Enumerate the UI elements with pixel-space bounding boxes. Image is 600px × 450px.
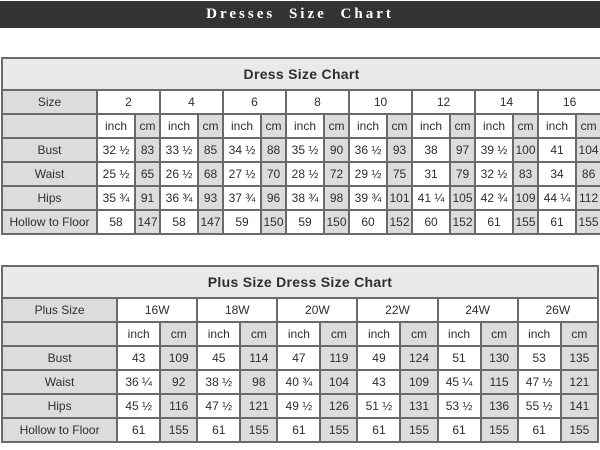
value-cm-cell: 104 <box>576 138 600 162</box>
unit-cm-cell: cm <box>320 322 357 346</box>
dress-size-chart-table <box>1 57 600 235</box>
value-inch-cell: 26 ½ <box>160 162 198 186</box>
value-inch-cell: 42 ¾ <box>475 186 513 210</box>
value-cm-cell: 88 <box>261 138 286 162</box>
unit-cm-cell: cm <box>160 322 197 346</box>
unit-inch-cell: inch <box>277 322 320 346</box>
unit-cm-cell: cm <box>400 322 437 346</box>
value-cm-cell: 101 <box>387 186 412 210</box>
value-cm-cell: 96 <box>261 186 286 210</box>
size-value-cell: 10 <box>349 90 412 114</box>
measurement-row <box>2 138 600 162</box>
value-inch-cell: 25 ½ <box>97 162 135 186</box>
unit-inch-cell: inch <box>286 114 324 138</box>
value-inch-cell: 53 <box>518 346 561 370</box>
plus-size-dress-size-chart-table <box>1 265 599 443</box>
value-inch-cell: 36 ¾ <box>160 186 198 210</box>
value-inch-cell: 31 <box>412 162 450 186</box>
value-inch-cell: 43 <box>357 370 400 394</box>
unit-cm-cell: cm <box>240 322 277 346</box>
value-inch-cell: 59 <box>286 210 324 234</box>
value-cm-cell: 141 <box>561 394 598 418</box>
value-inch-cell: 58 <box>97 210 135 234</box>
value-cm-cell: 100 <box>513 138 538 162</box>
value-cm-cell: 79 <box>450 162 475 186</box>
value-cm-cell: 97 <box>450 138 475 162</box>
value-inch-cell: 51 ½ <box>357 394 400 418</box>
value-cm-cell: 85 <box>198 138 223 162</box>
value-inch-cell: 49 <box>357 346 400 370</box>
value-cm-cell: 90 <box>324 138 349 162</box>
value-inch-cell: 35 ½ <box>286 138 324 162</box>
value-inch-cell: 38 <box>412 138 450 162</box>
row-label-cell: Bust <box>2 138 97 162</box>
value-cm-cell: 150 <box>261 210 286 234</box>
value-cm-cell: 104 <box>320 370 357 394</box>
value-cm-cell: 92 <box>160 370 197 394</box>
units-corner-cell <box>2 114 97 138</box>
table-title-row <box>2 58 600 90</box>
unit-cm-cell: cm <box>261 114 286 138</box>
value-inch-cell: 61 <box>438 418 481 442</box>
size-value-cell: 2 <box>97 90 160 114</box>
value-inch-cell: 61 <box>197 418 240 442</box>
value-cm-cell: 155 <box>240 418 277 442</box>
value-cm-cell: 114 <box>240 346 277 370</box>
value-inch-cell: 61 <box>518 418 561 442</box>
size-label-cell: Plus Size <box>2 298 117 322</box>
unit-cm-cell: cm <box>198 114 223 138</box>
table-title: Plus Size Dress Size Chart <box>2 266 598 298</box>
unit-inch-cell: inch <box>438 322 481 346</box>
value-inch-cell: 41 ¼ <box>412 186 450 210</box>
size-header-row <box>2 90 600 114</box>
unit-cm-cell: cm <box>561 322 598 346</box>
unit-inch-cell: inch <box>518 322 561 346</box>
value-inch-cell: 43 <box>117 346 160 370</box>
units-corner-cell <box>2 322 117 346</box>
table-title: Dress Size Chart <box>2 58 600 90</box>
value-cm-cell: 109 <box>400 370 437 394</box>
units-row <box>2 114 600 138</box>
value-inch-cell: 27 ½ <box>223 162 261 186</box>
value-inch-cell: 45 ½ <box>117 394 160 418</box>
value-inch-cell: 45 <box>197 346 240 370</box>
unit-cm-cell: cm <box>513 114 538 138</box>
value-inch-cell: 37 ¾ <box>223 186 261 210</box>
value-cm-cell: 136 <box>481 394 518 418</box>
value-inch-cell: 61 <box>357 418 400 442</box>
row-label-cell: Hollow to Floor <box>2 418 117 442</box>
value-inch-cell: 35 ¾ <box>97 186 135 210</box>
value-cm-cell: 109 <box>513 186 538 210</box>
unit-inch-cell: inch <box>412 114 450 138</box>
value-cm-cell: 91 <box>135 186 160 210</box>
value-cm-cell: 131 <box>400 394 437 418</box>
size-label-cell: Size <box>2 90 97 114</box>
unit-inch-cell: inch <box>160 114 198 138</box>
value-cm-cell: 112 <box>576 186 600 210</box>
row-label-cell: Hips <box>2 186 97 210</box>
value-cm-cell: 155 <box>160 418 197 442</box>
value-inch-cell: 38 ½ <box>197 370 240 394</box>
value-cm-cell: 115 <box>481 370 518 394</box>
value-cm-cell: 155 <box>400 418 437 442</box>
value-cm-cell: 98 <box>240 370 277 394</box>
size-value-cell: 14 <box>475 90 538 114</box>
size-value-cell: 24W <box>438 298 518 322</box>
value-inch-cell: 38 ¾ <box>286 186 324 210</box>
value-cm-cell: 124 <box>400 346 437 370</box>
value-cm-cell: 147 <box>198 210 223 234</box>
row-label-cell: Bust <box>2 346 117 370</box>
measurement-row <box>2 210 600 234</box>
value-inch-cell: 60 <box>349 210 387 234</box>
value-inch-cell: 39 ½ <box>475 138 513 162</box>
unit-inch-cell: inch <box>197 322 240 346</box>
unit-cm-cell: cm <box>135 114 160 138</box>
unit-cm-cell: cm <box>387 114 412 138</box>
value-inch-cell: 28 ½ <box>286 162 324 186</box>
value-cm-cell: 83 <box>513 162 538 186</box>
measurement-row <box>2 370 598 394</box>
value-cm-cell: 121 <box>561 370 598 394</box>
measurement-row <box>2 394 598 418</box>
unit-inch-cell: inch <box>357 322 400 346</box>
unit-inch-cell: inch <box>538 114 576 138</box>
value-cm-cell: 98 <box>324 186 349 210</box>
size-value-cell: 18W <box>197 298 277 322</box>
value-inch-cell: 40 ¾ <box>277 370 320 394</box>
unit-inch-cell: inch <box>97 114 135 138</box>
size-value-cell: 26W <box>518 298 598 322</box>
value-inch-cell: 29 ½ <box>349 162 387 186</box>
value-inch-cell: 39 ¾ <box>349 186 387 210</box>
value-cm-cell: 155 <box>320 418 357 442</box>
value-cm-cell: 152 <box>450 210 475 234</box>
units-row <box>2 322 598 346</box>
value-cm-cell: 155 <box>576 210 600 234</box>
value-cm-cell: 121 <box>240 394 277 418</box>
value-cm-cell: 116 <box>160 394 197 418</box>
value-cm-cell: 83 <box>135 138 160 162</box>
row-label-cell: Waist <box>2 162 97 186</box>
value-cm-cell: 130 <box>481 346 518 370</box>
unit-cm-cell: cm <box>450 114 475 138</box>
unit-inch-cell: inch <box>223 114 261 138</box>
value-inch-cell: 58 <box>160 210 198 234</box>
value-inch-cell: 44 ¼ <box>538 186 576 210</box>
value-cm-cell: 68 <box>198 162 223 186</box>
value-inch-cell: 61 <box>117 418 160 442</box>
value-inch-cell: 61 <box>538 210 576 234</box>
value-cm-cell: 126 <box>320 394 357 418</box>
measurement-row <box>2 418 598 442</box>
value-cm-cell: 135 <box>561 346 598 370</box>
unit-inch-cell: inch <box>117 322 160 346</box>
value-inch-cell: 47 ½ <box>518 370 561 394</box>
value-inch-cell: 49 ½ <box>277 394 320 418</box>
value-inch-cell: 41 <box>538 138 576 162</box>
row-label-cell: Hips <box>2 394 117 418</box>
value-inch-cell: 47 <box>277 346 320 370</box>
size-value-cell: 8 <box>286 90 349 114</box>
value-cm-cell: 155 <box>513 210 538 234</box>
unit-inch-cell: inch <box>475 114 513 138</box>
size-value-cell: 16W <box>117 298 197 322</box>
unit-cm-cell: cm <box>481 322 518 346</box>
measurement-row <box>2 162 600 186</box>
size-value-cell: 4 <box>160 90 223 114</box>
value-inch-cell: 60 <box>412 210 450 234</box>
row-label-cell: Hollow to Floor <box>2 210 97 234</box>
value-cm-cell: 109 <box>160 346 197 370</box>
value-cm-cell: 147 <box>135 210 160 234</box>
size-value-cell: 12 <box>412 90 475 114</box>
value-cm-cell: 152 <box>387 210 412 234</box>
page-title-bar <box>0 1 600 28</box>
value-cm-cell: 119 <box>320 346 357 370</box>
unit-cm-cell: cm <box>324 114 349 138</box>
value-cm-cell: 93 <box>198 186 223 210</box>
row-label-cell: Waist <box>2 370 117 394</box>
value-inch-cell: 36 ¼ <box>117 370 160 394</box>
unit-inch-cell: inch <box>349 114 387 138</box>
value-inch-cell: 36 ½ <box>349 138 387 162</box>
value-inch-cell: 53 ½ <box>438 394 481 418</box>
value-inch-cell: 59 <box>223 210 261 234</box>
value-inch-cell: 33 ½ <box>160 138 198 162</box>
value-cm-cell: 150 <box>324 210 349 234</box>
value-inch-cell: 34 ½ <box>223 138 261 162</box>
size-value-cell: 16 <box>538 90 600 114</box>
value-inch-cell: 45 ¼ <box>438 370 481 394</box>
value-cm-cell: 75 <box>387 162 412 186</box>
value-cm-cell: 93 <box>387 138 412 162</box>
size-header-row <box>2 298 598 322</box>
value-cm-cell: 65 <box>135 162 160 186</box>
value-cm-cell: 105 <box>450 186 475 210</box>
value-cm-cell: 72 <box>324 162 349 186</box>
value-inch-cell: 32 ½ <box>475 162 513 186</box>
size-value-cell: 20W <box>277 298 357 322</box>
size-value-cell: 22W <box>357 298 437 322</box>
size-value-cell: 6 <box>223 90 286 114</box>
measurement-row <box>2 186 600 210</box>
value-cm-cell: 70 <box>261 162 286 186</box>
value-inch-cell: 47 ½ <box>197 394 240 418</box>
value-inch-cell: 32 ½ <box>97 138 135 162</box>
measurement-row <box>2 346 598 370</box>
value-inch-cell: 61 <box>277 418 320 442</box>
value-inch-cell: 34 <box>538 162 576 186</box>
value-inch-cell: 55 ½ <box>518 394 561 418</box>
value-cm-cell: 155 <box>561 418 598 442</box>
value-inch-cell: 61 <box>475 210 513 234</box>
page-title: Dresses Size Chart <box>206 6 394 22</box>
value-cm-cell: 86 <box>576 162 600 186</box>
value-inch-cell: 51 <box>438 346 481 370</box>
table-title-row <box>2 266 598 298</box>
unit-cm-cell: cm <box>576 114 600 138</box>
value-cm-cell: 155 <box>481 418 518 442</box>
